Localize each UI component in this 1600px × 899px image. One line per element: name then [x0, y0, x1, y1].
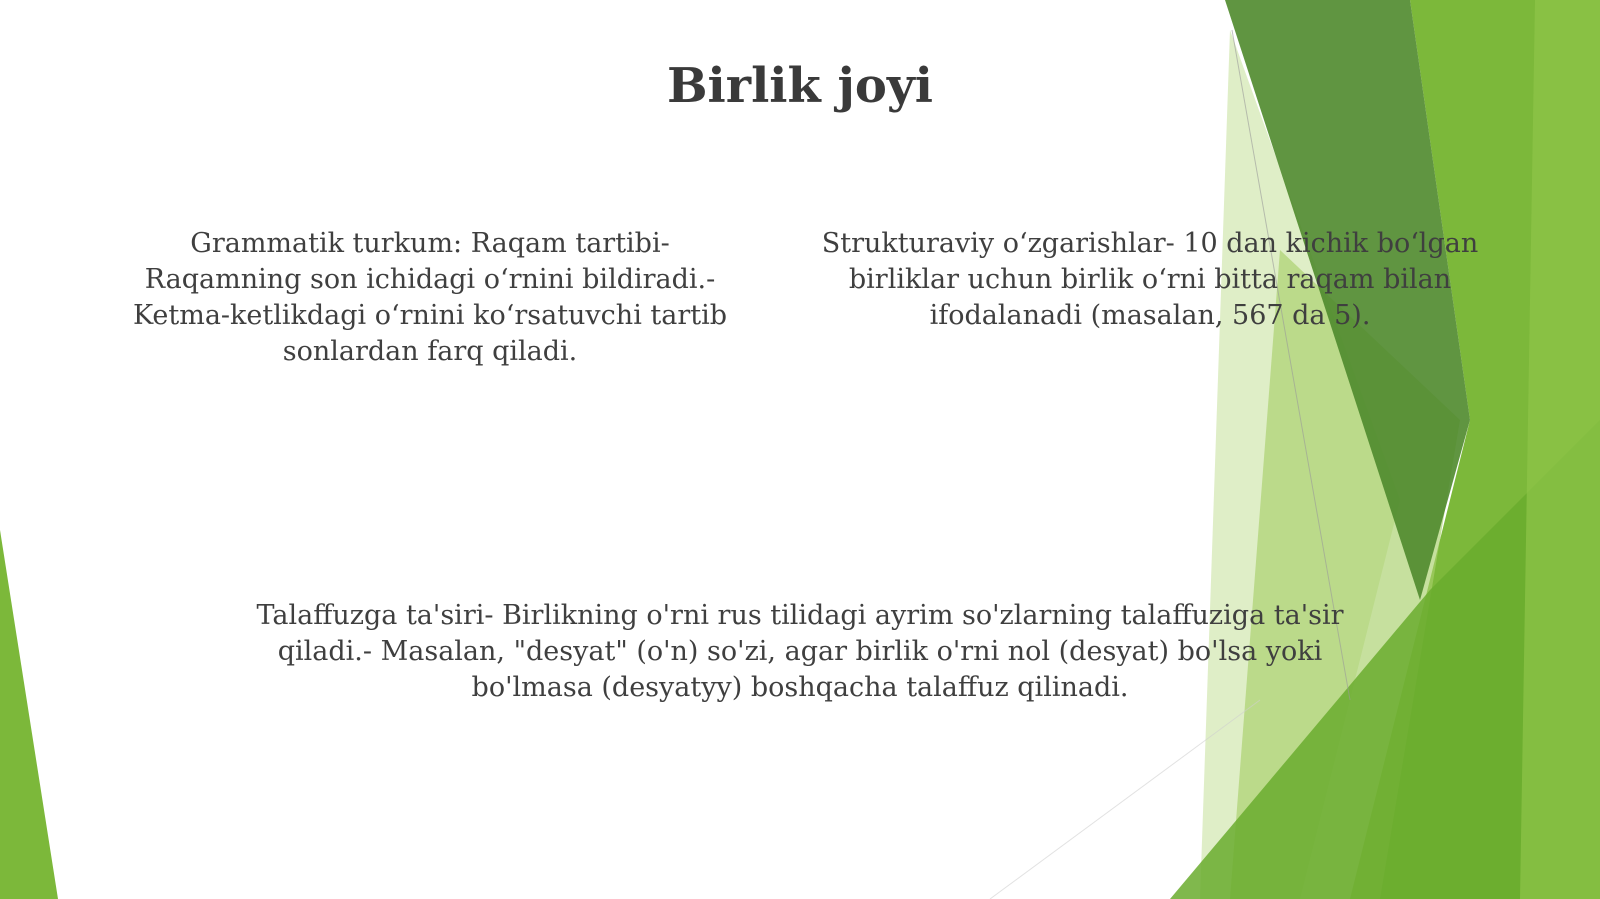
- text-block-pronunciation-effect: Talaffuzga ta'siri- Birlikning o'rni rus tilidagi ayrim so'zlarning talaffuziga ta'sir qiladi.- Masalan, "desyat" (o'n) so'zi, agar birlik o'rni nol (desyat) bo'lsa yoki bo'lmasa (desyatyy) boshqacha talaffuz qilinadi.: [256, 600, 1344, 703]
- text-block-structural-changes: Strukturaviy o‘zgarishlar- 10 dan kichik bo‘lgan birliklar uchun birlik o‘rni bitta raqam bilan ifodalanadi (masalan, 567 da 5).: [821, 228, 1479, 331]
- text-block-grammatical-category: Grammatik turkum: Raqam tartibi- Raqamning son ichidagi o‘rnini bildiradi.- Ketma-ketlikdagi o‘rnini ko‘rsatuvchi tartib sonlardan farq qiladi.: [132, 228, 728, 367]
- slide-title: Birlik joyi: [666, 58, 934, 114]
- left-green-shape: [0, 530, 58, 899]
